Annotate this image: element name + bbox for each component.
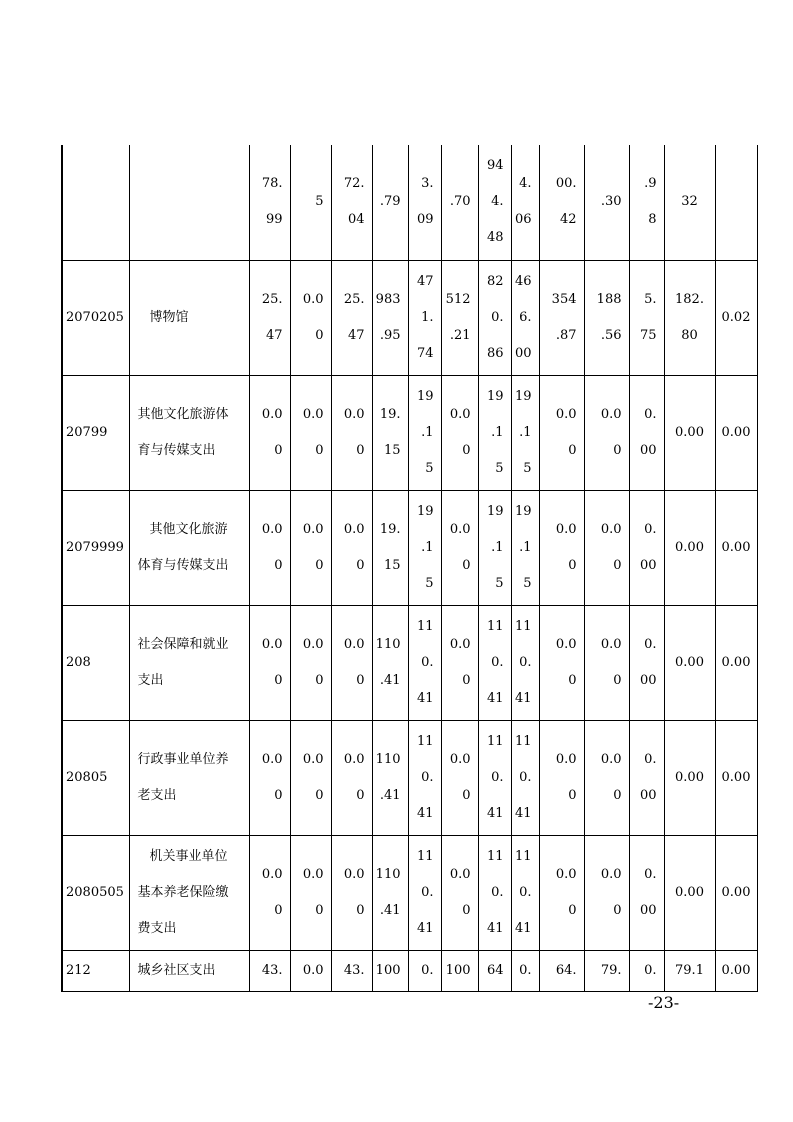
table-cell: 188 .56	[584, 260, 629, 375]
table-cell: 0.00	[715, 950, 757, 991]
table-cell: 79.1	[664, 950, 715, 991]
table-cell: 0.0 0	[539, 835, 584, 950]
page-number: -23-	[648, 993, 680, 1012]
table-cell: 25. 47	[249, 260, 290, 375]
row-name	[129, 145, 249, 260]
table-cell: .70	[441, 145, 478, 260]
table-cell: 0.0 0	[584, 835, 629, 950]
table-cell: 0.	[408, 950, 441, 991]
table-cell: 0. 00	[629, 605, 664, 720]
table-cell: 354 .87	[539, 260, 584, 375]
table-cell: 0.00	[715, 490, 757, 605]
table-cell: 0.0 0	[331, 720, 372, 835]
table-cell: 0.00	[715, 375, 757, 490]
table-cell: 11 0. 41	[478, 835, 511, 950]
table-cell: 110 .41	[372, 835, 408, 950]
table-cell: 0.00	[715, 605, 757, 720]
table-cell: 11 0. 41	[511, 605, 539, 720]
table-cell: 5. 75	[629, 260, 664, 375]
table-cell: 983 .95	[372, 260, 408, 375]
row-name: 城乡社区支出	[129, 950, 249, 991]
table-cell: 0.0 0	[539, 605, 584, 720]
table-cell: 19 .1 5	[511, 490, 539, 605]
table-cell: 0. 00	[629, 835, 664, 950]
table-cell: 32	[664, 145, 715, 260]
table-cell: 11 0. 41	[511, 720, 539, 835]
table-cell: 11 0. 41	[408, 720, 441, 835]
table-cell: 4. 06	[511, 145, 539, 260]
table-cell: 11 0. 41	[478, 605, 511, 720]
table-cell: 0.0 0	[290, 605, 331, 720]
table-cell: 0.00	[715, 835, 757, 950]
table-cell: 100	[441, 950, 478, 991]
row-code: 212	[62, 950, 129, 991]
table-cell: 0.0 0	[249, 720, 290, 835]
table-cell: 110 .41	[372, 605, 408, 720]
table-cell: 11 0. 41	[478, 720, 511, 835]
table-cell: 11 0. 41	[408, 835, 441, 950]
table-cell: 94 4. 48	[478, 145, 511, 260]
row-name: 其他文化旅游 体育与传媒支出	[129, 490, 249, 605]
table-cell: 0.0 0	[441, 720, 478, 835]
table-cell: 00. 42	[539, 145, 584, 260]
table-cell: 512 .21	[441, 260, 478, 375]
table-cell: 43.	[331, 950, 372, 991]
table-cell: 0.0 0	[290, 720, 331, 835]
row-code: 20805	[62, 720, 129, 835]
table-row	[62, 260, 757, 375]
row-name: 行政事业单位养 老支出	[129, 720, 249, 835]
table-cell: 19 .1 5	[408, 490, 441, 605]
table-cell: 19 .1 5	[511, 375, 539, 490]
table-cell: 79.	[584, 950, 629, 991]
table-cell: 19 .1 5	[408, 375, 441, 490]
table-cell: 0.0 0	[441, 835, 478, 950]
table-cell: 0.0 0	[331, 375, 372, 490]
table-cell: .9 8	[629, 145, 664, 260]
table-cell: 43.	[249, 950, 290, 991]
table-row	[62, 950, 757, 991]
table-cell: 72. 04	[331, 145, 372, 260]
row-code: 2070205	[62, 260, 129, 375]
table-cell: 110 .41	[372, 720, 408, 835]
table-cell: 0.0 0	[290, 490, 331, 605]
row-name: 博物馆	[129, 260, 249, 375]
budget-table	[61, 145, 758, 992]
table-cell: 182. 80	[664, 260, 715, 375]
table-cell: 19 .1 5	[478, 490, 511, 605]
row-code: 2079999	[62, 490, 129, 605]
table-cell: 0.0 0	[249, 605, 290, 720]
table-row	[62, 835, 757, 950]
row-code	[62, 145, 129, 260]
table-row	[62, 490, 757, 605]
table-cell: 3. 09	[408, 145, 441, 260]
table-cell: 0.0 0	[290, 835, 331, 950]
table-cell: 0.0 0	[584, 605, 629, 720]
table-cell: 0.	[629, 950, 664, 991]
table-cell: 0.0 0	[539, 375, 584, 490]
table-cell	[715, 145, 757, 260]
table-row	[62, 145, 757, 260]
row-code: 2080505	[62, 835, 129, 950]
table-cell: 47 1. 74	[408, 260, 441, 375]
table-cell: 0.00	[664, 375, 715, 490]
table-cell: 0.0 0	[331, 490, 372, 605]
table-cell: 0.00	[664, 720, 715, 835]
table-cell: 0.0 0	[441, 605, 478, 720]
table-cell: 0.00	[664, 490, 715, 605]
table-cell: 64.	[539, 950, 584, 991]
table-cell: 0.0 0	[249, 375, 290, 490]
table-cell: 0.0 0	[539, 490, 584, 605]
row-name: 社会保障和就业 支出	[129, 605, 249, 720]
table-cell: 100	[372, 950, 408, 991]
table-cell: 0. 00	[629, 490, 664, 605]
table-cell: 64	[478, 950, 511, 991]
table-cell: 11 0. 41	[511, 835, 539, 950]
row-name: 机关事业单位 基本养老保险缴 费支出	[129, 835, 249, 950]
row-name: 其他文化旅游体 育与传媒支出	[129, 375, 249, 490]
table-cell: 0.0 0	[290, 375, 331, 490]
table-cell: 82 0. 86	[478, 260, 511, 375]
table-cell: 19 .1 5	[478, 375, 511, 490]
table-cell: 0.0 0	[441, 375, 478, 490]
table-cell: 11 0. 41	[408, 605, 441, 720]
table-cell: 5	[290, 145, 331, 260]
table-cell: 0.	[511, 950, 539, 991]
table-cell: 0.00	[715, 720, 757, 835]
table-cell: 0.0 0	[584, 490, 629, 605]
table-cell: 0.0 0	[584, 720, 629, 835]
table-cell: 0.0 0	[249, 835, 290, 950]
table-row	[62, 720, 757, 835]
table-cell: .79	[372, 145, 408, 260]
table-cell: 0.0 0	[290, 260, 331, 375]
table-cell: 0.0 0	[539, 720, 584, 835]
row-code: 208	[62, 605, 129, 720]
table-cell: .30	[584, 145, 629, 260]
table-cell: 0.0 0	[331, 605, 372, 720]
table-row	[62, 375, 757, 490]
table-cell: 0. 00	[629, 720, 664, 835]
table-cell: 0.02	[715, 260, 757, 375]
table-cell: 25. 47	[331, 260, 372, 375]
table-row	[62, 605, 757, 720]
row-code: 20799	[62, 375, 129, 490]
table-cell: 0.00	[664, 835, 715, 950]
table-cell: 0.0 0	[331, 835, 372, 950]
table-cell: 19. 15	[372, 375, 408, 490]
table-cell: 46 6. 00	[511, 260, 539, 375]
table-cell: 0.00	[664, 605, 715, 720]
table-cell: 0.0 0	[584, 375, 629, 490]
table-cell: 0.0	[290, 950, 331, 991]
table-cell: 0. 00	[629, 375, 664, 490]
table-cell: 0.0 0	[441, 490, 478, 605]
table-cell: 78. 99	[249, 145, 290, 260]
table-cell: 0.0 0	[249, 490, 290, 605]
table-cell: 19. 15	[372, 490, 408, 605]
